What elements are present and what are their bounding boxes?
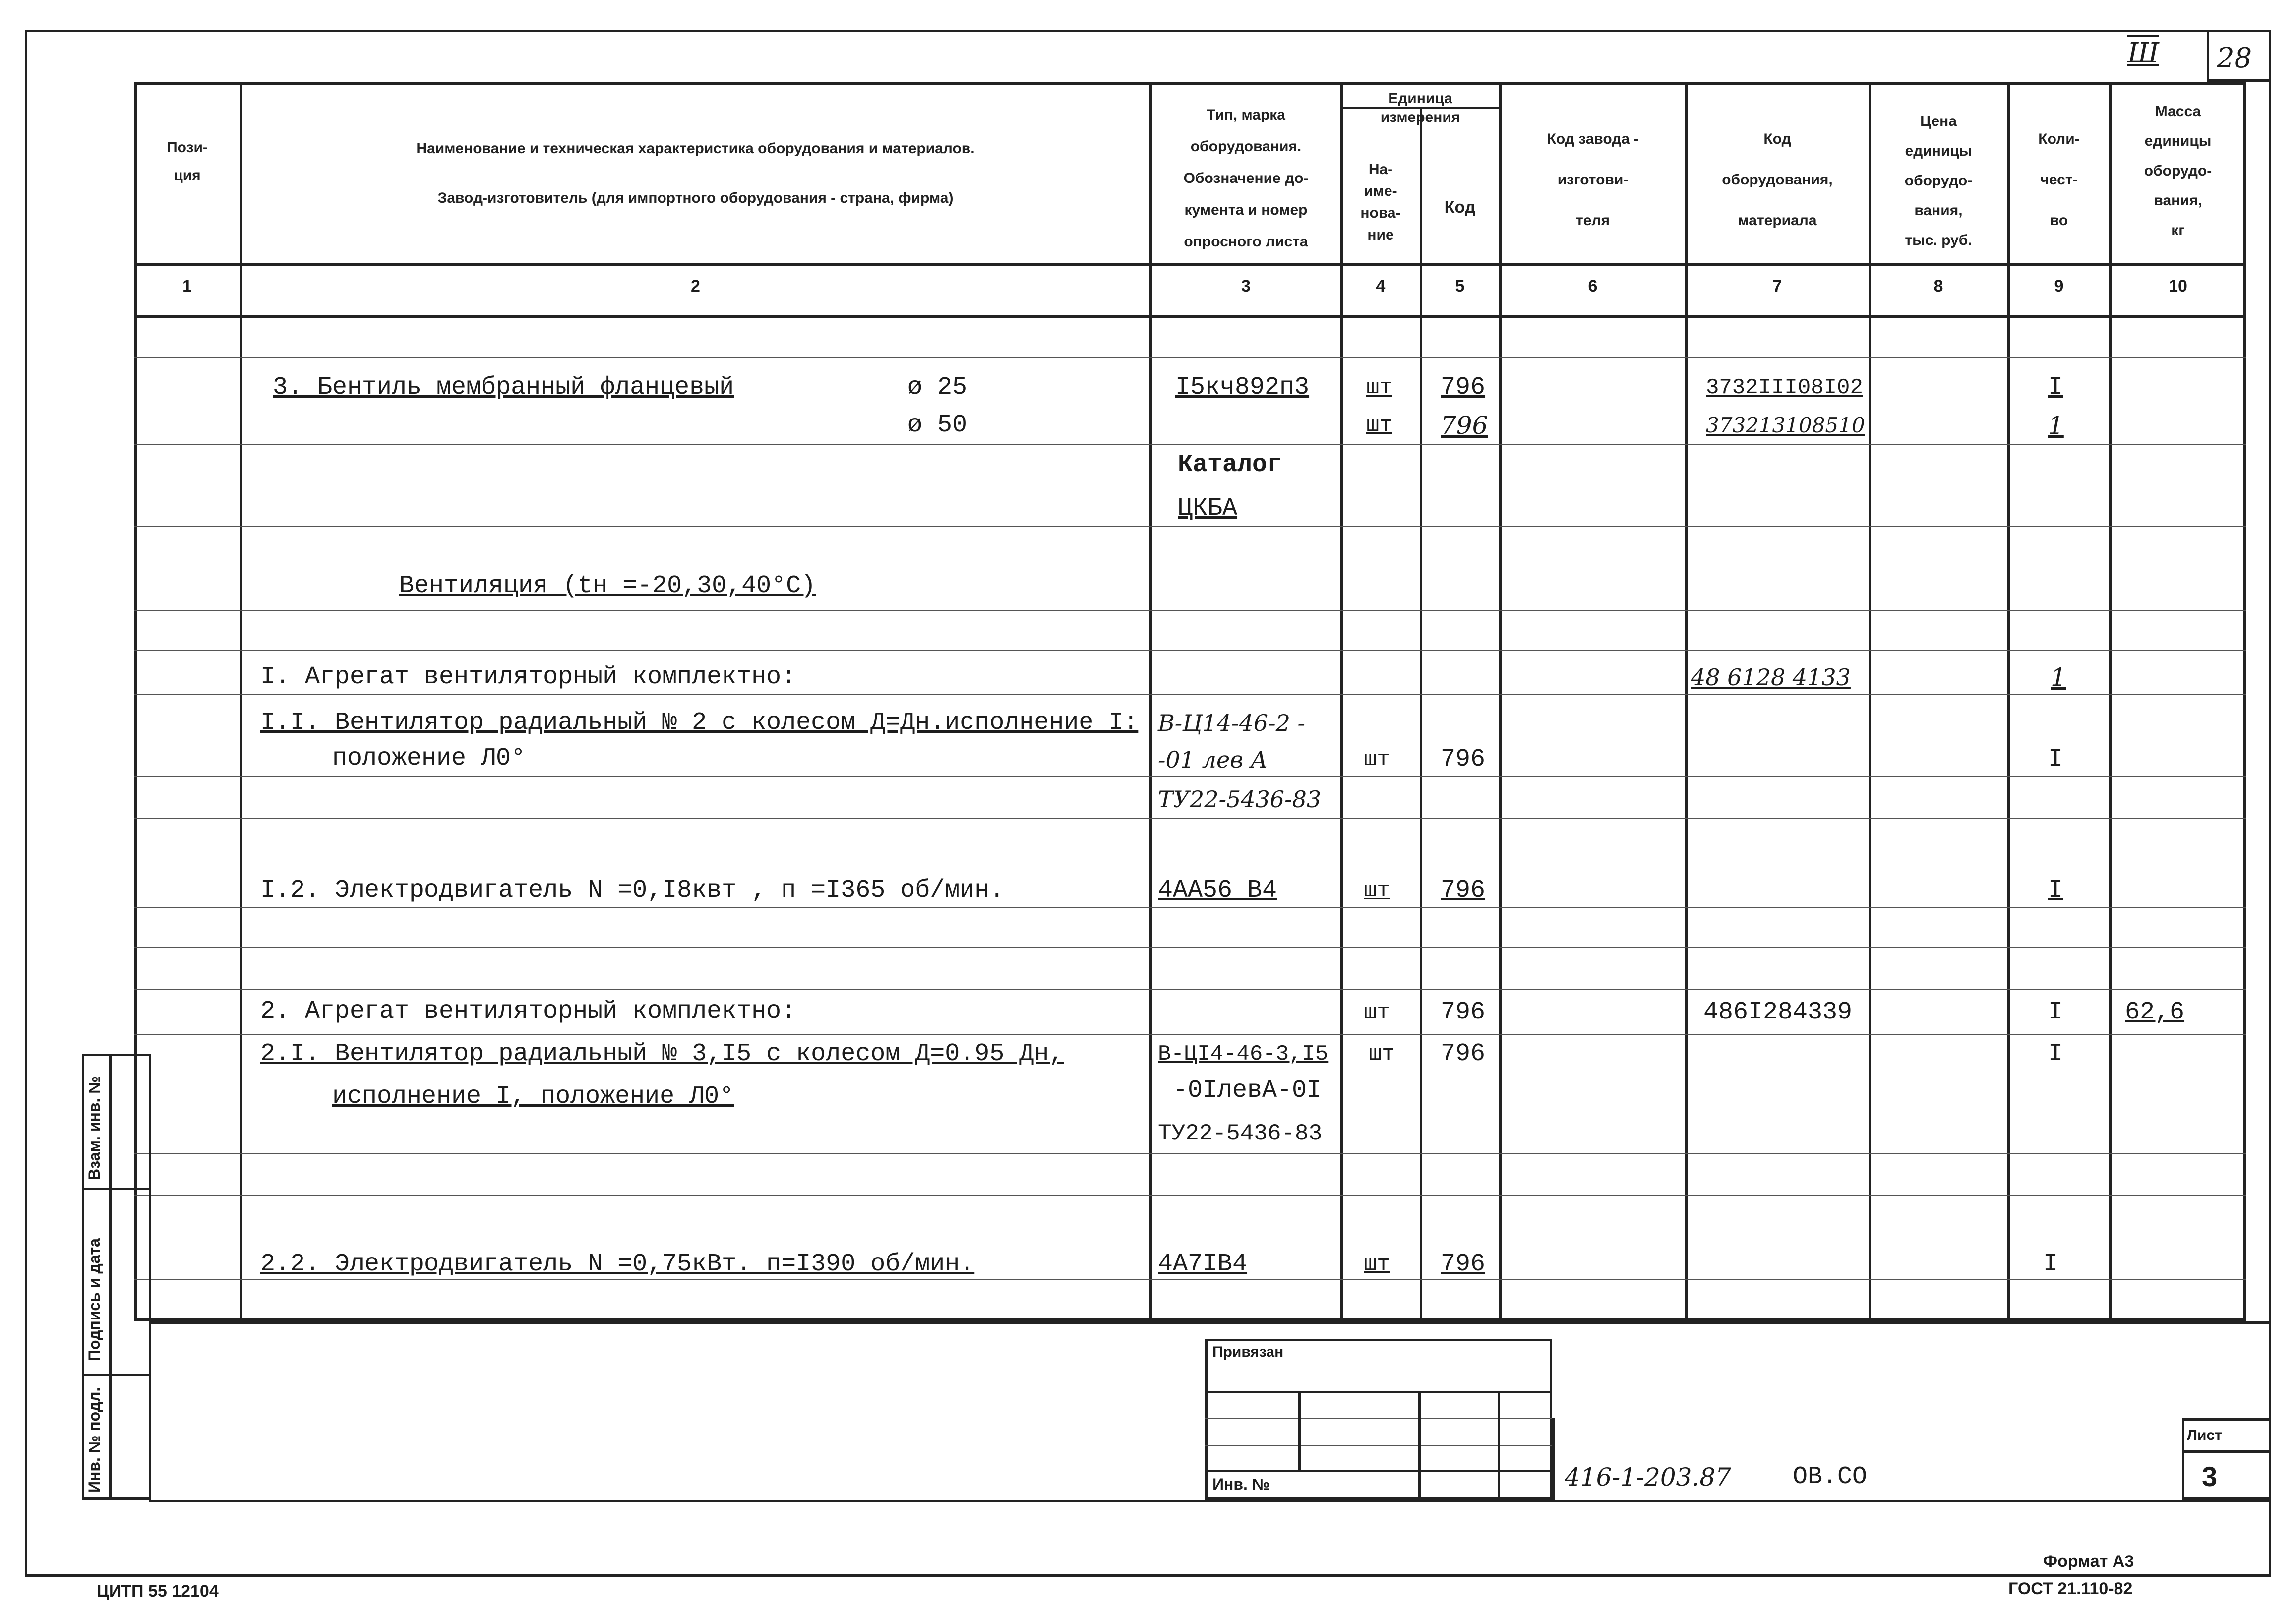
col-line [2109, 82, 2112, 1321]
stamp-line [1498, 1391, 1500, 1500]
row1-code: 796 [1441, 373, 1486, 402]
row14-type: ТУ22-5436-83 [1158, 1121, 1323, 1146]
header-unit-group: Единица измерения [1380, 90, 1460, 125]
row15-type: 4А7IВ4 [1158, 1250, 1248, 1278]
row-line [134, 610, 2246, 611]
row1-name: 3. Бентиль мембранный фланцевый [273, 373, 734, 402]
row11-code: 796 [1441, 998, 1486, 1026]
stamp-bound-label: Привязан [1212, 1344, 1284, 1360]
header-line [134, 315, 2246, 318]
row2-qty: 1 [2048, 411, 2064, 440]
row-line [134, 694, 2246, 695]
col-line [240, 82, 242, 1321]
col-line [2007, 82, 2010, 1321]
row3-type: Каталог [1178, 451, 1282, 479]
row11-equip: 486I284339 [1703, 998, 1853, 1026]
side-strip-line [109, 1054, 112, 1500]
footer-code: ЦИТП 55 12104 [97, 1582, 219, 1601]
row1-unit: шт [1366, 375, 1392, 400]
row10-code: 796 [1441, 876, 1486, 904]
stamp-line [1205, 1470, 1552, 1472]
header-equip-code: Код оборудования, материала [1722, 131, 1833, 229]
row2-code: 796 [1441, 411, 1488, 440]
row12-type: В-ЦI4-46-3,I5 [1158, 1042, 1329, 1067]
row11-mass: 62,6 [2125, 998, 2185, 1026]
row10-name: I.2. Электродвигатель N =0,I8квт , п =I365 об/мин. [260, 876, 1005, 904]
stamp-inv-label: Инв. № [1212, 1475, 1270, 1493]
row10-type: 4АА56 В4 [1158, 876, 1277, 904]
row12-name: 2.I. Вентилятор радиальный № 3,I5 с колесом Д=0.95 Дн, [260, 1040, 1064, 1068]
stamp-line [1205, 1391, 1552, 1393]
row15-qty: I [2043, 1250, 2058, 1278]
row11-qty: I [2048, 998, 2063, 1026]
row1-type: I5кч892п3 [1175, 373, 1310, 402]
header-pos: Пози- ция [167, 139, 208, 183]
row-line [134, 526, 2246, 527]
row15-code: 796 [1441, 1250, 1486, 1278]
col-number: 1 [182, 277, 192, 296]
row2-equip: 373213108510 [1706, 413, 1865, 437]
row8-unit: шт [1364, 747, 1390, 772]
stamp-line [1298, 1391, 1301, 1470]
header-unit-name: На- име- нова- ние [1360, 161, 1401, 243]
col-number: 6 [1588, 277, 1598, 296]
col-number: 4 [1376, 277, 1386, 296]
row15-name: 2.2. Электродвигатель N =0,75кВт. п=I390 об/мин. [260, 1250, 975, 1278]
sheet-box-line [2182, 1450, 2271, 1453]
row9-type: ТУ22-5436-83 [1158, 786, 1322, 813]
header-mass: Масса единицы оборудо- вания, кг [2144, 103, 2212, 239]
doc-suffix: ОВ.СО [1793, 1463, 1868, 1491]
header-unit-code: Код [1444, 198, 1476, 217]
row1-equip: 3732III08I02 [1706, 375, 1863, 400]
row5-section-title: Вентиляция (tн =-20,30,40°C) [399, 572, 816, 600]
row7-name: I.I. Вентилятор радиальный № 2 с колесом Д=Дн.исполнение I: [260, 709, 1139, 737]
doc-code: 416-1-203.87 [1565, 1463, 1731, 1492]
col-number: 7 [1772, 277, 1782, 296]
row-line [134, 1279, 2246, 1280]
col-number: 2 [691, 277, 700, 296]
stamp-line [1205, 1418, 1552, 1419]
sheet-number: 3 [2202, 1461, 2218, 1492]
row6-equip: 48 6128 4133 [1691, 664, 1851, 691]
row8-type: -01 лев А [1158, 746, 1268, 773]
header-line [134, 263, 2246, 266]
footer-gost: ГОСТ 21.110-82 [2008, 1579, 2133, 1598]
header-factory-code: Код завода - изготови- теля [1547, 131, 1639, 229]
col-number: 10 [2169, 277, 2187, 296]
row4-type: ЦКБА [1178, 494, 1238, 523]
col-number: 5 [1455, 277, 1465, 296]
side-label-vzam: Взам. инв. № [85, 1076, 103, 1180]
col-number: 9 [2054, 277, 2064, 296]
col-line [1685, 82, 1688, 1321]
corner-number: 28 [2217, 42, 2252, 74]
col-number: 3 [1241, 277, 1251, 296]
row-line [134, 1034, 2246, 1035]
row12-unit: шт [1369, 1042, 1395, 1067]
row-line [134, 907, 2246, 908]
row-line [134, 989, 2246, 990]
col-line [1149, 82, 1152, 1321]
row12-qty: I [2048, 1040, 2063, 1068]
row8-name: положение Л0° [332, 744, 526, 773]
row11-name: 2. Агрегат вентиляторный комплектно: [260, 997, 796, 1025]
side-strip-line [82, 1188, 151, 1190]
row10-qty: I [2048, 876, 2063, 904]
title-block-top [149, 1321, 2271, 1324]
col-line [1499, 82, 1502, 1321]
row-line [134, 818, 2246, 819]
row10-unit: шт [1364, 878, 1390, 903]
header-name: Наименование и техническая характеристика оборудования и материалов. Завод-изготовитель (для импортного оборудования - страна, фирма) [416, 140, 975, 206]
row-line [134, 776, 2246, 777]
col-number: 8 [1933, 277, 1943, 296]
header-price: Цена единицы оборудо- вания, тыс. руб. [1904, 113, 1973, 248]
col-line [1340, 82, 1343, 1321]
col-line [1869, 82, 1871, 1321]
row-line [134, 357, 2246, 358]
row15-unit: шт [1364, 1252, 1390, 1277]
row13-name: исполнение I, положение Л0° [332, 1082, 734, 1111]
side-label-inv-podl: Инв. № подл. [85, 1387, 103, 1493]
row6-name: I. Агрегат вентиляторный комплектно: [260, 663, 796, 691]
row6-qty: 1 [2051, 663, 2066, 692]
header-qty: Коли- чест- во [2038, 131, 2080, 229]
header-type: Тип, марка оборудования. Обозначение до- кумента и номер опросного листа [1183, 107, 1309, 250]
row-line [134, 1195, 2246, 1196]
footer-format: Формат А3 [2043, 1552, 2134, 1571]
row12-code: 796 [1441, 1040, 1486, 1068]
corner-mark: Ш [2127, 37, 2159, 69]
title-block-bottom [149, 1500, 2271, 1502]
row2-size: ø 50 [907, 411, 967, 439]
row8-code: 796 [1441, 745, 1486, 774]
stamp-line [1205, 1445, 1552, 1446]
side-label-signature: Подпись и дата [85, 1238, 103, 1361]
row1-qty: I [2048, 373, 2063, 402]
row-line [134, 650, 2246, 651]
row-line [134, 1153, 2246, 1154]
row13-type: -0IлевА-0I [1173, 1077, 1322, 1105]
row-line [134, 444, 2246, 445]
stamp-line [1552, 1418, 1555, 1500]
row8-qty: I [2048, 745, 2063, 774]
row2-unit: шт [1366, 413, 1392, 438]
row11-unit: шт [1364, 1000, 1390, 1025]
row1-size: ø 25 [907, 373, 967, 402]
sheet-label: Лист [2187, 1427, 2222, 1443]
row7-type: В-Ц14-46-2 - [1158, 710, 1306, 736]
stamp-line [1418, 1391, 1421, 1500]
side-strip-line [82, 1374, 151, 1376]
row-line [134, 947, 2246, 948]
